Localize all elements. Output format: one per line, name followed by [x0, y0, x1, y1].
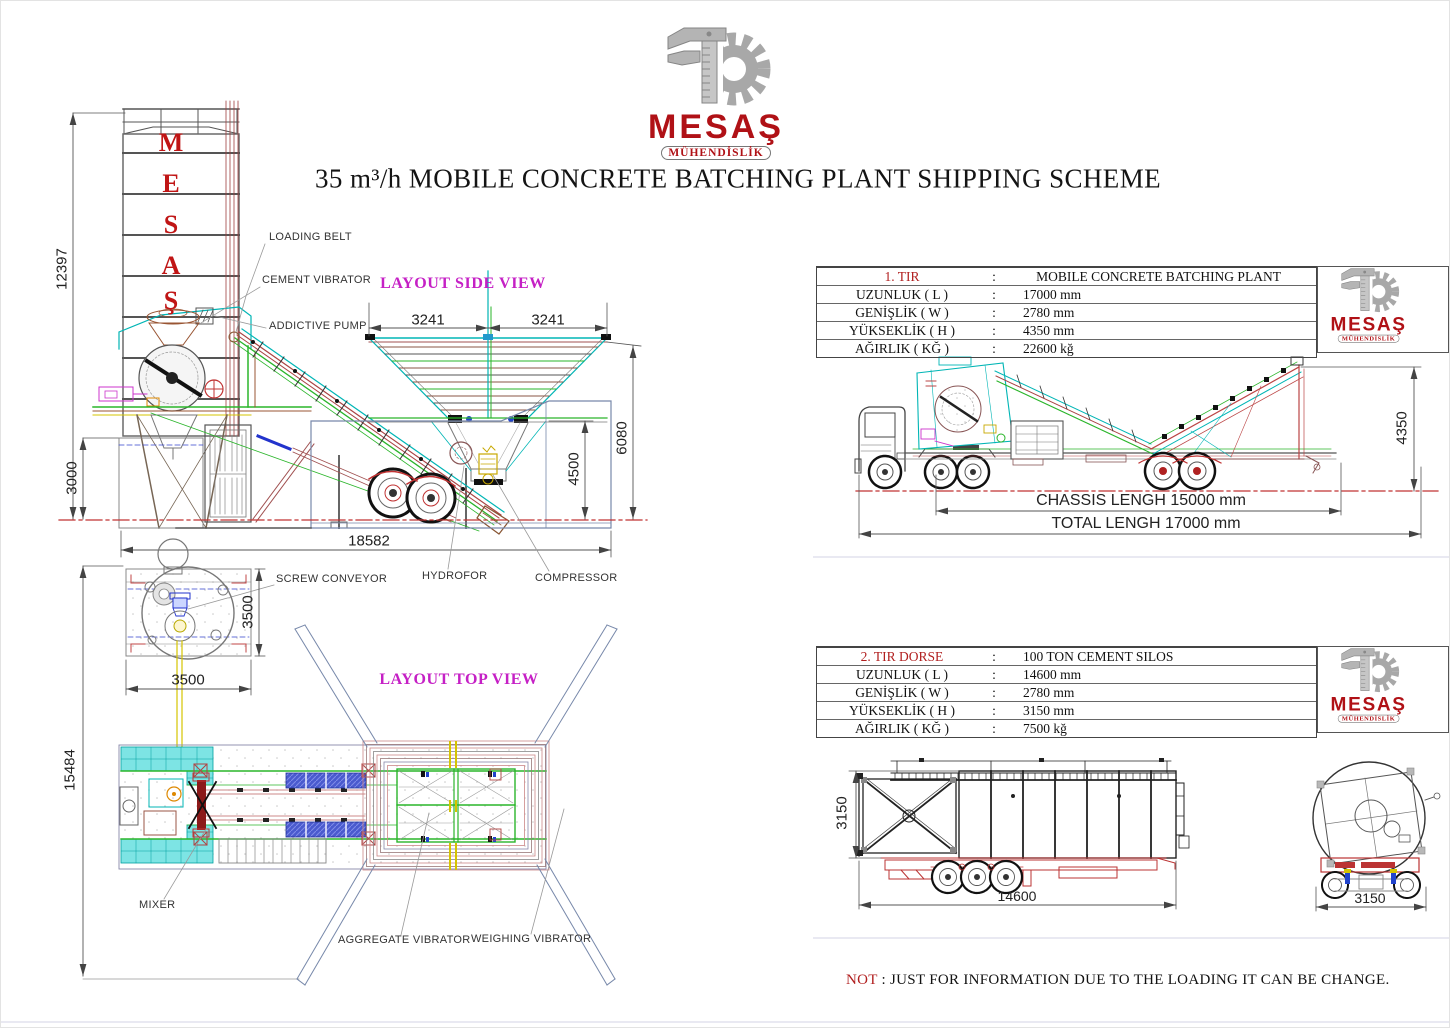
spec-value: 7500 kğ [1023, 721, 1067, 737]
tir1-spec-table [816, 266, 1317, 358]
dim-hopper-bay-left: 3241 [411, 311, 445, 329]
logo-subtitle: MÜHENDİSLİK [1338, 715, 1399, 723]
label-addictive-pump: ADDICTIVE PUMP [269, 320, 367, 332]
spec-value: 4350 mm [1023, 323, 1075, 339]
tir2-header-value: 100 TON CEMENT SILOS [1023, 649, 1174, 664]
tir2-spec-table [816, 646, 1317, 738]
dim-trailer-length: 14600 [997, 888, 1037, 904]
caliper-gear-icon [1307, 267, 1430, 313]
table-row [817, 701, 1316, 719]
colon: : [992, 685, 996, 701]
logo-name: MESAŞ [1330, 313, 1407, 335]
dim-trailer-height: 3150 [833, 796, 851, 830]
company-logo-main [606, 25, 826, 161]
spec-label: UZUNLUK ( L ) [855, 667, 949, 683]
dim-total-length: 18582 [348, 532, 390, 550]
side-view-heading: LAYOUT SIDE VIEW [380, 275, 546, 292]
footnote-prefix: NOT [846, 972, 878, 988]
label-hydrofor: HYDROFOR [422, 570, 488, 582]
spec-label: AĞIRLIK ( KĞ ) [854, 721, 950, 737]
spec-label: GENİŞLİK ( W ) [855, 685, 949, 701]
dim-truck-total-length: TOTAL LENGH 17000 mm [1051, 515, 1241, 532]
logo-subtitle: MÜHENDİSLİK [661, 146, 770, 160]
spec-label: GENİŞLİK ( W ) [855, 305, 949, 321]
dim-base-height: 3000 [63, 461, 81, 495]
label-cement-vibrator: CEMENT VIBRATOR [262, 274, 372, 286]
dim-trailer-width: 3150 [1354, 890, 1386, 906]
tir2-logo-box [1317, 646, 1449, 733]
spec-value: 2780 mm [1023, 685, 1075, 701]
table-row [817, 285, 1316, 303]
dim-truck-height: 4350 [1393, 411, 1411, 445]
tir1-header-label: 1. TIR [884, 269, 920, 284]
spec-label: UZUNLUK ( L ) [855, 287, 949, 303]
table-row [817, 719, 1316, 737]
top-view-drawing [83, 539, 617, 985]
logo-name: MESAŞ [648, 108, 784, 146]
footnote-text: : JUST FOR INFORMATION DUE TO THE LOADING IT CAN BE CHANGE. [877, 972, 1390, 988]
logo-subtitle: MÜHENDİSLİK [1338, 335, 1399, 343]
spec-label: AĞIRLIK ( KĞ ) [854, 341, 950, 357]
tir1-truck-drawing [855, 357, 1438, 538]
label-loading-belt: LOADING BELT [269, 231, 352, 243]
tir1-logo-box [1317, 266, 1449, 353]
table-row [817, 683, 1316, 701]
colon: : [992, 269, 996, 284]
colon: : [992, 305, 996, 321]
page-title: 35 m³/h MOBILE CONCRETE BATCHING PLANT SHIPPING SCHEME [315, 163, 1161, 194]
tir2-trailer-drawing [849, 758, 1189, 909]
table-row [817, 665, 1316, 683]
colon: : [992, 649, 996, 664]
colon: : [992, 323, 996, 339]
dim-hopper-bay-right: 3241 [531, 311, 565, 329]
dim-silo-depth: 3500 [239, 595, 257, 629]
table-row [817, 268, 1316, 285]
tir1-header-value: MOBILE CONCRETE BATCHING PLANT [1036, 269, 1281, 284]
dim-silo-width: 3500 [171, 671, 205, 689]
table-row [817, 648, 1316, 665]
colon: : [992, 667, 996, 683]
label-weighing-vibrator: WEIGHING VIBRATOR [471, 933, 592, 945]
spec-label: YÜKSEKLİK ( H ) [848, 703, 956, 719]
dim-chassis-length: CHASSIS LENGH 15000 mm [1036, 492, 1246, 509]
colon: : [992, 721, 996, 737]
footnote [846, 972, 1390, 989]
tir2-header-label: 2. TIR DORSE [860, 649, 944, 664]
tir2-rear-view-drawing [1313, 762, 1440, 911]
silo-letter: S [163, 210, 179, 239]
colon: : [992, 341, 996, 357]
table-row [817, 303, 1316, 321]
spec-value: 3150 mm [1023, 703, 1075, 719]
silo-letter: E [162, 169, 180, 198]
spec-value: 2780 mm [1023, 305, 1075, 321]
logo-name: MESAŞ [1330, 693, 1407, 715]
colon: : [992, 703, 996, 719]
silo-letter: M [158, 128, 184, 157]
dim-plant-length: 15484 [61, 749, 79, 791]
silo-letter: A [161, 251, 181, 280]
spec-value: 14600 mm [1023, 667, 1082, 683]
spec-value: 17000 mm [1023, 287, 1082, 303]
top-view-heading: LAYOUT TOP VIEW [379, 671, 539, 688]
label-screw-conveyor: SCREW CONVEYOR [276, 573, 388, 585]
colon: : [992, 287, 996, 303]
table-row [817, 321, 1316, 339]
label-mixer: MIXER [139, 899, 176, 911]
dim-plant-height: 6080 [613, 421, 631, 455]
caliper-gear-icon [606, 25, 826, 107]
silo-letter: Ş [163, 286, 179, 315]
company-logo [1307, 647, 1430, 723]
dim-silo-height: 12397 [53, 248, 71, 290]
spec-label: YÜKSEKLİK ( H ) [848, 323, 956, 339]
table-row [817, 339, 1316, 357]
company-logo [1307, 267, 1430, 343]
spec-value: 22600 kğ [1023, 341, 1074, 357]
label-aggregate-vibrator: AGGREGATE VIBRATOR [338, 934, 471, 946]
caliper-gear-icon [1307, 647, 1430, 693]
label-compressor: COMPRESSOR [535, 572, 618, 584]
dim-hopper-height: 4500 [565, 452, 583, 486]
